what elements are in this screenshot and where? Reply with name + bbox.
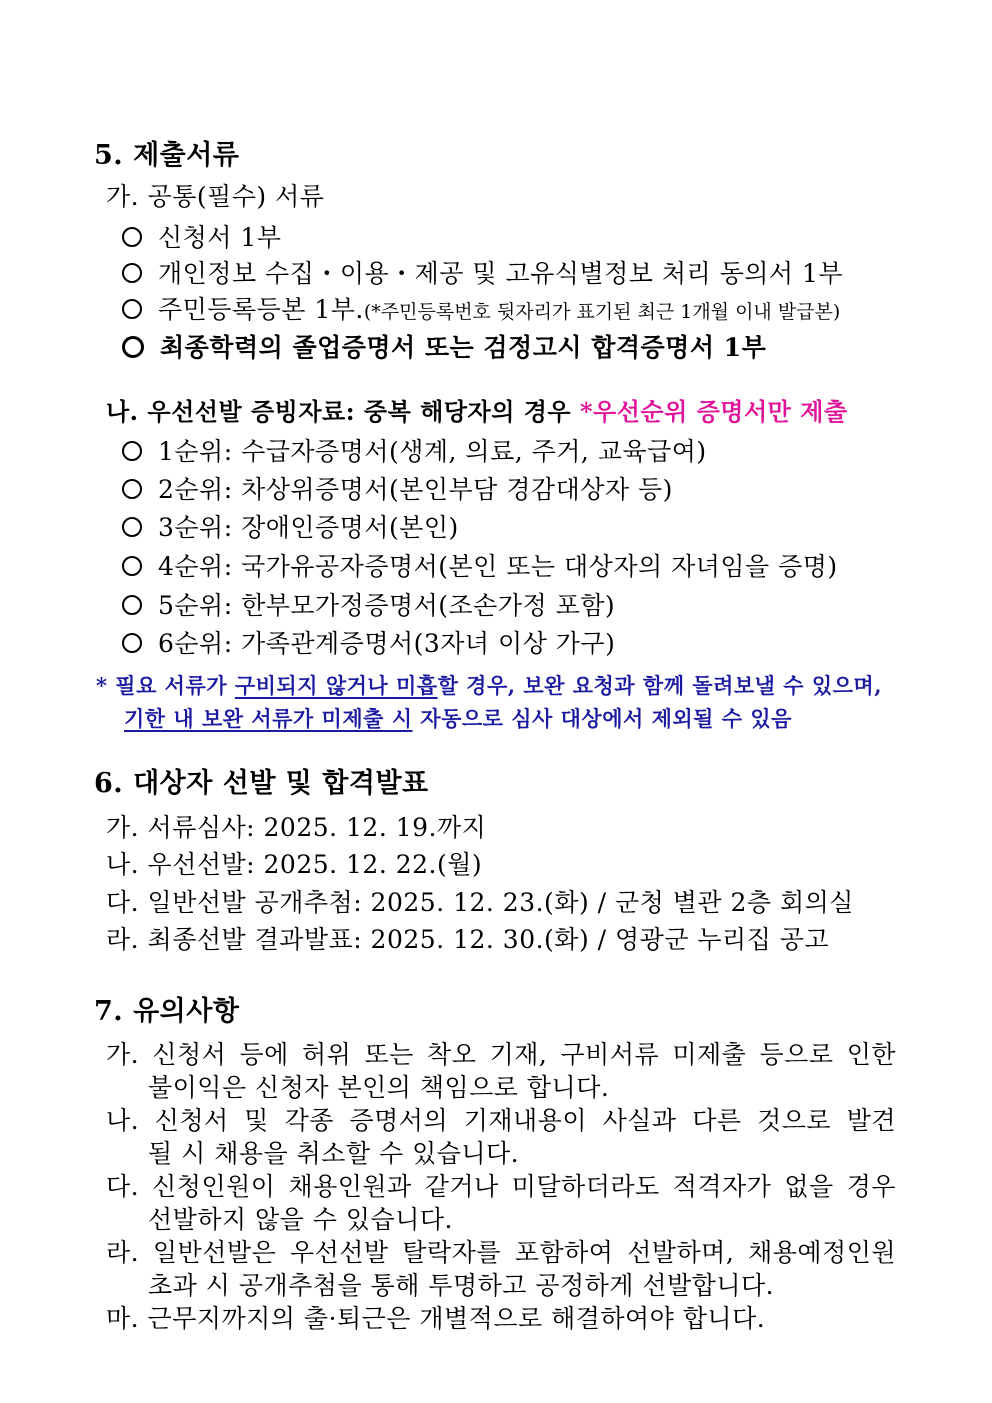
section-5-title: 5. 제출서류 [94, 140, 240, 171]
list-item: 최종학력의 졸업증명서 또는 검정고시 합격증명서 1부 [122, 332, 766, 364]
circle-bullet-icon [122, 299, 142, 319]
list-item: 개인정보 수집・이용・제공 및 고유식별정보 처리 동의서 1부 [122, 258, 843, 290]
list-item: 가. 서류심사: 2025. 12. 19.까지 [106, 813, 487, 842]
list-item: 주민등록등본 1부.(*주민등록번호 뒷자리가 표기된 최근 1개월 이내 발급본) [122, 294, 840, 328]
circle-bullet-icon [122, 517, 142, 537]
notice-item-line1: 나. 신청서 및 각종 증명서의 기재내용이 사실과 다른 것으로 발견 [106, 1106, 896, 1135]
notice-item-line2: 초과 시 공개추첨을 통해 투명하고 공정하게 선발합니다. [148, 1271, 775, 1300]
notice-item-line2: 불이익은 신청자 본인의 책임으로 합니다. [148, 1073, 610, 1102]
circle-bullet-icon [122, 336, 144, 358]
list-item: 6순위: 가족관계증명서(3자녀 이상 가구) [122, 628, 615, 660]
notice-item-line1: 라. 일반선발은 우선선발 탈락자를 포함하여 선발하며, 채용예정인원 [106, 1238, 896, 1267]
list-item: 나. 우선선발: 2025. 12. 22.(월) [106, 850, 483, 879]
section-7-title: 7. 유의사항 [94, 996, 240, 1027]
list-item: 라. 최종선발 결과발표: 2025. 12. 30.(화) / 영광군 누리집 공고 [106, 925, 830, 954]
priority-notice: *우선순위 증명서만 제출 [579, 397, 848, 426]
circle-bullet-icon [122, 556, 142, 576]
list-item: 3순위: 장애인증명서(본인) [122, 512, 459, 544]
list-item: 1순위: 수급자증명서(생계, 의료, 주거, 교육급여) [122, 436, 707, 468]
section-5b-title: 나. 우선선발 증빙자료: 중복 해당자의 경우 *우선순위 증명서만 제출 [106, 397, 848, 426]
notice-item-line1: 마. 근무지까지의 출·퇴근은 개별적으로 해결하여야 합니다. [106, 1304, 766, 1333]
list-item: 4순위: 국가유공자증명서(본인 또는 대상자의 자녀임을 증명) [122, 551, 838, 583]
list-item: 5순위: 한부모가정증명서(조손가정 포함) [122, 590, 615, 622]
notice-item-line1: 다. 신청인원이 채용인원과 같거나 미달하더라도 적격자가 없을 경우 [106, 1172, 896, 1201]
circle-bullet-icon [122, 595, 142, 615]
circle-bullet-icon [122, 633, 142, 653]
notice-item-line1: 가. 신청서 등에 허위 또는 착오 기재, 구비서류 미제출 등으로 인한 [106, 1040, 896, 1069]
list-item: 신청서 1부 [122, 222, 281, 254]
note-line-1: * 필요 서류가 구비되지 않거나 미흡할 경우, 보완 요청과 함께 돌려보낼 수 있으며, [96, 673, 883, 698]
circle-bullet-icon [122, 441, 142, 461]
note-line-2: 기한 내 보완 서류가 미제출 시 자동으로 심사 대상에서 제외될 수 있음 [124, 706, 792, 731]
notice-item-line2: 선발하지 않을 수 있습니다. [148, 1205, 453, 1234]
notice-item-line2: 될 시 채용을 취소할 수 있습니다. [148, 1139, 520, 1168]
circle-bullet-icon [122, 263, 142, 283]
circle-bullet-icon [122, 227, 142, 247]
section-6-title: 6. 대상자 선발 및 합격발표 [94, 768, 429, 799]
section-5a-title: 가. 공통(필수) 서류 [106, 182, 325, 211]
circle-bullet-icon [122, 479, 142, 499]
list-item: 다. 일반선발 공개추첨: 2025. 12. 23.(화) / 군청 별관 2층 회의실 [106, 888, 854, 917]
list-item: 2순위: 차상위증명서(본인부담 경감대상자 등) [122, 474, 673, 506]
